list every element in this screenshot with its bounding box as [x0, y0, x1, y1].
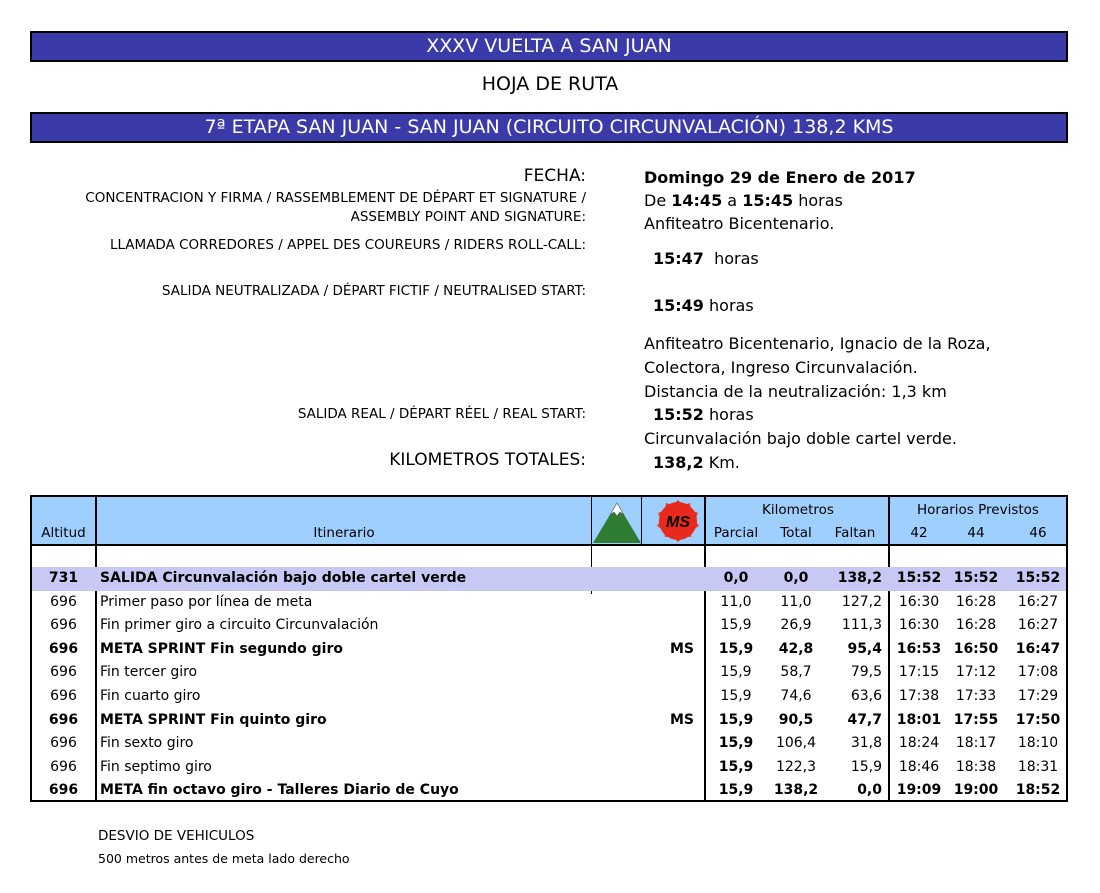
total-cell: 138,2 [773, 782, 819, 799]
altitud-cell: 731 [48, 570, 79, 586]
horario-42-cell: 18:01 [896, 711, 942, 728]
concentracion-label-2: ASSEMBLY POINT AND SIGNATURE: [350, 209, 586, 225]
ms-cell: MS [669, 711, 694, 728]
altitud-cell: 696 [48, 782, 79, 799]
horario-42-cell: 17:38 [898, 688, 940, 704]
altitud-cell: 696 [50, 617, 77, 634]
itinerario-cell: META SPRINT Fin segundo giro [100, 640, 343, 657]
parcial-cell: 15,9 [718, 782, 754, 799]
col-parcial: Parcial [713, 525, 759, 541]
parcial-cell: 15,9 [718, 758, 754, 775]
horario-42-cell: 16:30 [898, 593, 940, 610]
itinerario-cell: META fin octavo giro - Talleres Diario de Cuyo [100, 782, 459, 799]
horario-44-cell: 17:12 [955, 664, 997, 681]
stage-title-banner [30, 112, 1068, 143]
faltan-cell: 47,7 [847, 711, 882, 728]
col-altitud: Altitud [41, 525, 86, 541]
col-h44: 44 [967, 525, 985, 541]
salida-real-desc: Circunvalación bajo doble cartel verde. [644, 429, 957, 448]
horario-42-cell: 18:24 [898, 735, 940, 752]
total-cell: 26,9 [780, 617, 812, 634]
itinerario-cell: Fin primer giro a circuito Circunvalación [100, 617, 379, 634]
col-h42: 42 [910, 525, 928, 541]
altitud-cell: 696 [50, 735, 77, 752]
table-row [32, 638, 1066, 662]
faltan-cell: 95,4 [847, 640, 882, 657]
fecha-label: FECHA: [523, 166, 586, 186]
faltan-cell: 138,2 [837, 570, 882, 586]
horario-46-cell: 18:52 [1015, 782, 1061, 799]
itinerario-cell: Fin sexto giro [100, 735, 194, 752]
col-itinerario: Itinerario [313, 525, 375, 541]
col-horarios: Horarios Previstos [917, 502, 1039, 518]
horario-46-cell: 17:50 [1015, 711, 1061, 728]
horario-44-cell: 18:38 [955, 758, 997, 775]
table-row [32, 614, 1066, 638]
itinerario-cell: Fin septimo giro [100, 758, 212, 775]
faltan-cell: 0,0 [857, 782, 882, 799]
concentracion-time: De 14:45 a 15:45 horas [644, 191, 843, 210]
concentracion-place: Anfiteatro Bicentenario. [644, 214, 835, 233]
neutral-desc-1: Anfiteatro Bicentenario, Ignacio de la Roza, [644, 334, 991, 353]
itinerario-cell: SALIDA Circunvalación bajo doble cartel verde [100, 570, 467, 586]
total-cell: 0,0 [783, 570, 809, 586]
stage-title: 7ª ETAPA SAN JUAN - SAN JUAN (CIRCUITO CIRCUNVALACIÓN) 138,2 KMS [204, 116, 894, 138]
horario-42-cell: 16:30 [898, 617, 940, 634]
faltan-cell: 127,2 [841, 593, 882, 610]
horario-46-cell: 17:08 [1017, 664, 1059, 681]
table-row [32, 709, 1066, 733]
horario-46-cell: 18:31 [1017, 758, 1059, 775]
horario-42-cell: 15:52 [896, 570, 942, 586]
total-cell: 74,6 [780, 688, 812, 704]
horario-44-cell: 16:28 [955, 593, 997, 610]
altitud-cell: 696 [50, 593, 77, 610]
parcial-cell: 15,9 [718, 640, 754, 657]
table-row [32, 661, 1066, 685]
col-total: Total [780, 525, 812, 541]
salida-real-label: SALIDA REAL / DÉPART RÉEL / REAL START: [297, 406, 586, 422]
altitud-cell: 696 [50, 688, 77, 704]
horario-46-cell: 16:27 [1017, 593, 1059, 610]
faltan-cell: 15,9 [850, 758, 882, 775]
col-faltan: Faltan [834, 525, 876, 541]
horario-44-cell: 16:28 [955, 617, 997, 634]
salida-real-time: 15:52 horas [653, 405, 754, 424]
altitud-cell: 696 [50, 758, 77, 775]
horario-42-cell: 18:46 [898, 758, 940, 775]
salida-neutral-label: SALIDA NEUTRALIZADA / DÉPART FICTIF / NEUTRALISED START: [161, 283, 586, 299]
faltan-cell: 63,6 [850, 688, 882, 704]
desvio-text: 500 metros antes de meta lado derecho [98, 851, 350, 866]
header-divider [32, 544, 1066, 546]
mountain-icon [592, 497, 642, 544]
fecha-value: Domingo 29 de Enero de 2017 [644, 168, 916, 187]
neutral-desc-2: Colectora, Ingreso Circunvalación. [644, 358, 918, 377]
total-cell: 58,7 [780, 664, 812, 681]
neutral-desc-3: Distancia de la neutralización: 1,3 km [644, 382, 947, 401]
horario-44-cell: 16:50 [953, 640, 999, 657]
ms-cell: MS [669, 640, 694, 657]
altitud-cell: 696 [50, 664, 77, 681]
col-kilometros: Kilometros [762, 502, 834, 518]
total-cell: 106,4 [775, 735, 817, 752]
total-cell: 122,3 [775, 758, 817, 775]
parcial-cell: 15,9 [720, 688, 752, 704]
table-row [32, 567, 1066, 591]
document-subtitle: HOJA DE RUTA [481, 73, 619, 95]
table-row [32, 732, 1066, 756]
llamada-label: LLAMADA CORREDORES / APPEL DES COUREURS / RIDERS ROLL-CALL: [109, 237, 586, 253]
horario-46-cell: 17:29 [1017, 688, 1059, 704]
horario-44-cell: 17:33 [955, 688, 997, 704]
itinerario-cell: Fin tercer giro [100, 664, 198, 681]
horario-46-cell: 15:52 [1015, 570, 1061, 586]
table-row [32, 779, 1066, 803]
horario-42-cell: 19:09 [896, 782, 942, 799]
route-table [30, 495, 1068, 802]
table-row [32, 591, 1066, 615]
km-total-label: KILOMETROS TOTALES: [389, 450, 586, 470]
horario-46-cell: 18:10 [1017, 735, 1059, 752]
itinerario-cell: Primer paso por línea de meta [100, 593, 313, 610]
km-total-value: 138,2 Km. [653, 453, 740, 472]
meta-sprint-icon [654, 499, 702, 543]
parcial-cell: 15,9 [718, 735, 754, 752]
faltan-cell: 79,5 [850, 664, 882, 681]
faltan-cell: 31,8 [850, 735, 882, 752]
horario-44-cell: 15:52 [953, 570, 999, 586]
horario-44-cell: 18:17 [955, 735, 997, 752]
divider [641, 497, 642, 544]
desvio-title: DESVIO DE VEHICULOS [98, 828, 255, 844]
concentracion-label-1: CONCENTRACION Y FIRMA / RASSEMBLEMENT DE DÉPART ET SIGNATURE / [85, 190, 586, 206]
event-title: XXXV VUELTA A SAN JUAN [426, 35, 672, 57]
horario-44-cell: 19:00 [953, 782, 999, 799]
altitud-cell: 696 [48, 640, 79, 657]
parcial-cell: 15,9 [720, 617, 752, 634]
table-row [32, 756, 1066, 780]
total-cell: 11,0 [780, 593, 812, 610]
itinerario-cell: Fin cuarto giro [100, 688, 201, 704]
total-cell: 42,8 [778, 640, 814, 657]
parcial-cell: 0,0 [723, 570, 749, 586]
horario-42-cell: 17:15 [898, 664, 940, 681]
altitud-cell: 696 [48, 711, 79, 728]
horario-46-cell: 16:47 [1015, 640, 1061, 657]
horario-42-cell: 16:53 [896, 640, 942, 657]
parcial-cell: 11,0 [720, 593, 752, 610]
divider [591, 497, 592, 544]
col-h46: 46 [1029, 525, 1047, 541]
parcial-cell: 15,9 [718, 711, 754, 728]
total-cell: 90,5 [778, 711, 814, 728]
table-row [32, 685, 1066, 709]
llamada-time: 15:47 horas [653, 249, 759, 268]
salida-neutral-time: 15:49 horas [653, 296, 754, 315]
horario-46-cell: 16:27 [1017, 617, 1059, 634]
horario-44-cell: 17:55 [953, 711, 999, 728]
event-title-banner [30, 31, 1068, 62]
parcial-cell: 15,9 [720, 664, 752, 681]
itinerario-cell: META SPRINT Fin quinto giro [100, 711, 327, 728]
faltan-cell: 111,3 [841, 617, 882, 634]
ms-icon-text: MS [666, 514, 690, 531]
